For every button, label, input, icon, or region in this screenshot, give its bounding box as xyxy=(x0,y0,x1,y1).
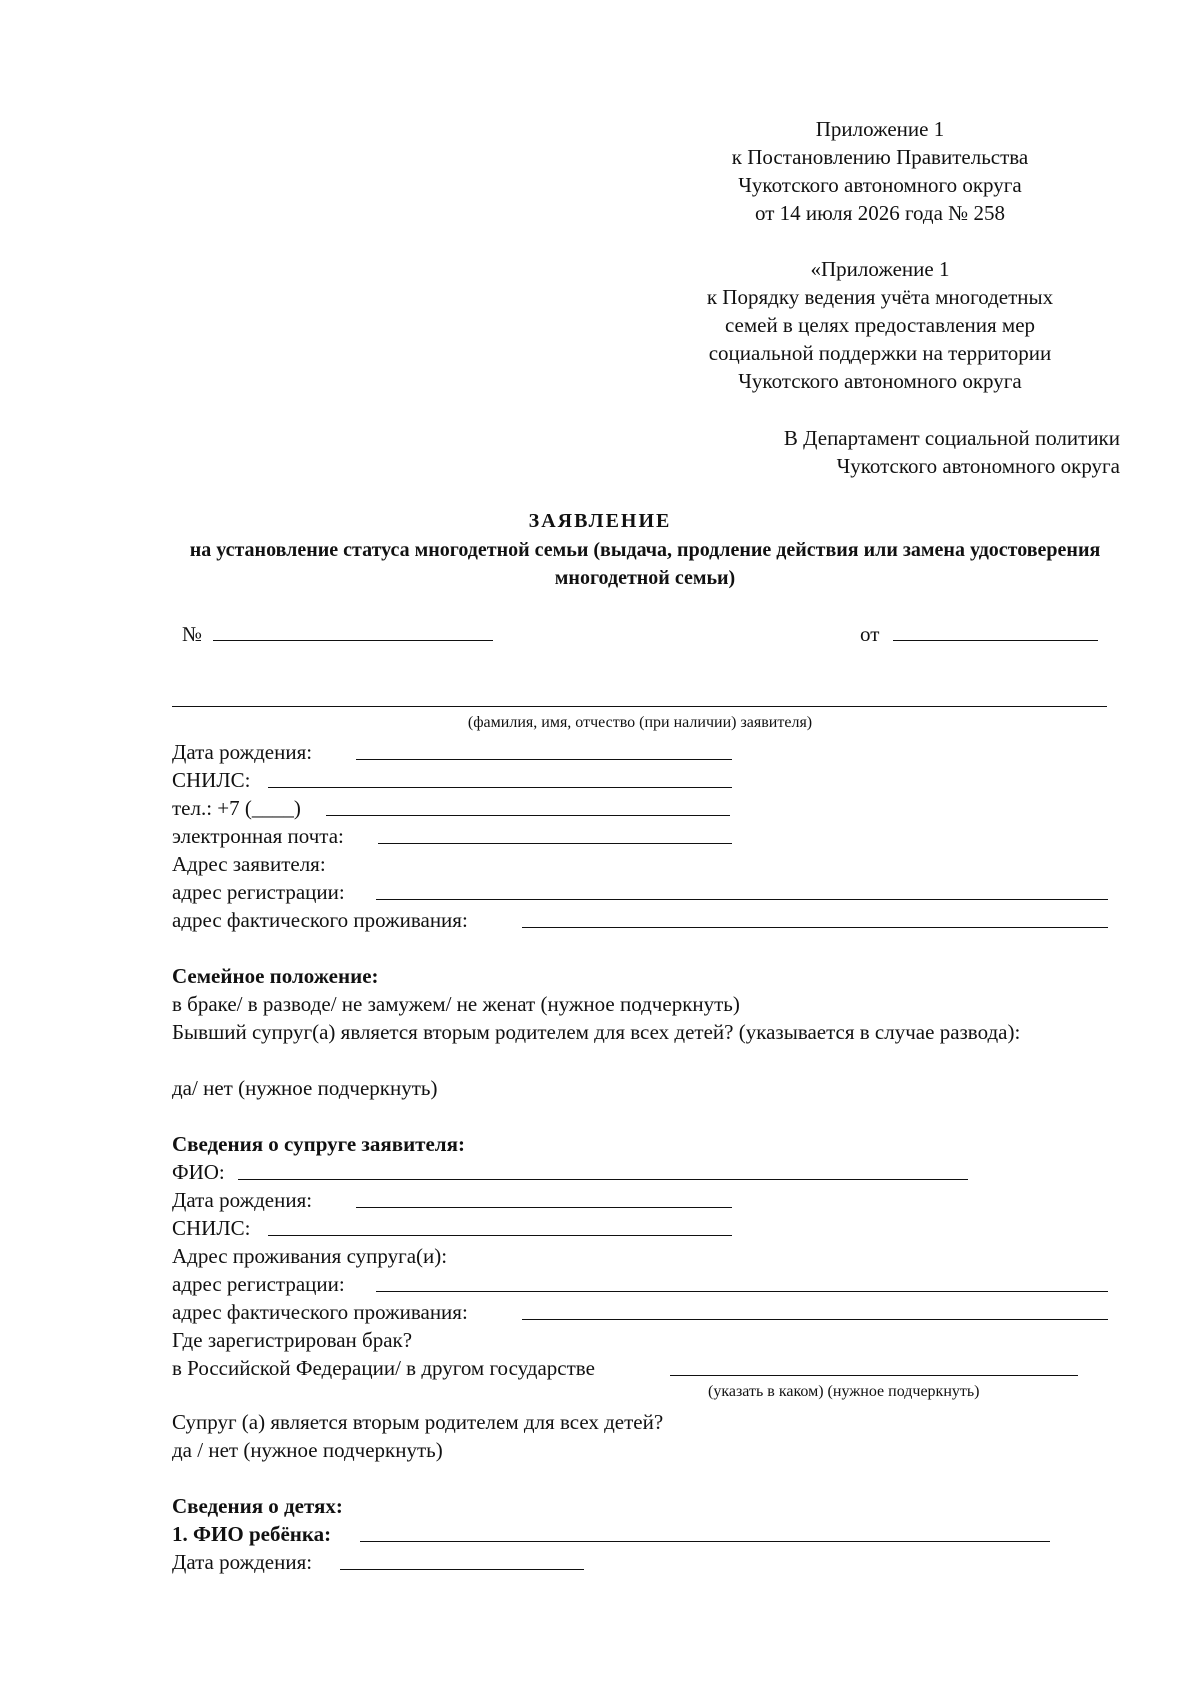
applicant-name-field[interactable] xyxy=(172,706,1107,707)
addressee-line: Чукотского автономного округа xyxy=(836,454,1120,478)
appendix-2-line: к Порядку ведения учёта многодетных xyxy=(706,285,1054,309)
applicant-birth-label: Дата рождения: xyxy=(172,740,313,764)
spouse-header: Сведения о супруге заявителя: xyxy=(172,1132,465,1156)
spouse-address-label: Адрес проживания супруга(и): xyxy=(172,1244,448,1268)
children-header: Сведения о детях: xyxy=(172,1494,343,1518)
appendix-1-line: Приложение 1 xyxy=(815,117,945,141)
spouse-address-header xyxy=(172,1242,447,1270)
spouse-birth-row xyxy=(172,1186,312,1214)
spouse-snils-label: СНИЛС: xyxy=(172,1216,251,1240)
child1-fio-label: 1. ФИО ребёнка: xyxy=(172,1522,332,1546)
applicant-reg-row xyxy=(172,878,345,906)
appendix-2-line: «Приложение 1 xyxy=(810,257,950,281)
appendix-1-header xyxy=(700,115,1060,227)
spouse-actual-label: адрес фактического проживания: xyxy=(172,1300,468,1324)
spouse-fio-label: ФИО: xyxy=(172,1160,225,1184)
applicant-birth-field[interactable] xyxy=(356,759,732,760)
spouse-fio-row xyxy=(172,1158,225,1186)
applicant-reg-label: адрес регистрации: xyxy=(172,880,345,904)
date-field[interactable] xyxy=(893,620,1098,641)
marriage-question: Где зарегистрирован брак? xyxy=(172,1328,413,1352)
marital-header: Семейное положение: xyxy=(172,964,379,988)
spouse-snils-row xyxy=(172,1214,250,1242)
applicant-birth-row xyxy=(172,738,312,766)
marital-options: в браке/ в разводе/ не замужем/ не женат (нужное подчеркнуть) xyxy=(172,992,740,1016)
applicant-phone-label: тел.: +7 (____) xyxy=(172,796,301,820)
applicant-actual-row xyxy=(172,906,468,934)
applicant-actual-field[interactable] xyxy=(522,927,1108,928)
child1-fio-field[interactable] xyxy=(360,1541,1050,1542)
applicant-phone-row xyxy=(172,794,301,822)
applicant-address-label: Адрес заявителя: xyxy=(172,852,326,876)
appendix-1-line: Чукотского автономного округа xyxy=(738,173,1022,197)
date-row xyxy=(860,620,1098,647)
spouse-reg-label: адрес регистрации: xyxy=(172,1272,345,1296)
appendix-2-line: семей в целях предоставления мер xyxy=(724,313,1036,337)
document-title: ЗАЯВЛЕНИЕ xyxy=(528,510,672,532)
former-spouse-yes-no: да/ нет (нужное подчеркнуть) xyxy=(172,1076,438,1100)
date-label: от xyxy=(860,622,880,646)
second-parent-yes-no: да / нет (нужное подчеркнуть) xyxy=(172,1438,443,1462)
number-row xyxy=(182,620,493,647)
number-label: № xyxy=(182,622,203,646)
applicant-snils-label: СНИЛС: xyxy=(172,768,251,792)
spouse-fio-field[interactable] xyxy=(238,1179,968,1180)
applicant-snils-row xyxy=(172,766,250,794)
marriage-caption: (указать в каком) (нужное подчеркнуть) xyxy=(708,1383,980,1400)
applicant-email-row xyxy=(172,822,344,850)
applicant-email-label: электронная почта: xyxy=(172,824,344,848)
applicant-actual-label: адрес фактического проживания: xyxy=(172,908,468,932)
child1-birth-field[interactable] xyxy=(340,1569,584,1570)
child1-birth-row xyxy=(172,1548,312,1576)
addressee xyxy=(784,424,1120,480)
spouse-birth-label: Дата рождения: xyxy=(172,1188,313,1212)
spouse-actual-field[interactable] xyxy=(522,1319,1108,1320)
spouse-reg-row xyxy=(172,1270,345,1298)
second-parent-question: Супруг (а) является вторым родителем для всех детей? xyxy=(172,1410,664,1434)
spouse-reg-field[interactable] xyxy=(376,1291,1108,1292)
spouse-snils-field[interactable] xyxy=(268,1235,732,1236)
marriage-question-row xyxy=(172,1326,412,1354)
spouse-birth-field[interactable] xyxy=(356,1207,732,1208)
applicant-phone-field[interactable] xyxy=(326,815,730,816)
child1-birth-label: Дата рождения: xyxy=(172,1550,313,1574)
document-subtitle: на установление статуса многодетной семьи (выдача, продление действия или замена удостоверения многодетной семьи) xyxy=(189,539,1101,589)
marriage-place-row xyxy=(172,1354,595,1382)
appendix-2-line: Чукотского автономного округа xyxy=(738,369,1022,393)
appendix-1-line: от 14 июля 2026 года № 258 xyxy=(755,201,1005,225)
marriage-country-field[interactable] xyxy=(670,1375,1078,1376)
applicant-name-caption: (фамилия, имя, отчество (при наличии) заявителя) xyxy=(467,714,813,731)
applicant-reg-field[interactable] xyxy=(376,899,1108,900)
applicant-snils-field[interactable] xyxy=(268,787,732,788)
appendix-1-line: к Постановлению Правительства xyxy=(731,145,1029,169)
child1-fio-row xyxy=(172,1520,331,1548)
spouse-actual-row xyxy=(172,1298,468,1326)
applicant-address-header xyxy=(172,850,326,878)
number-field[interactable] xyxy=(213,620,493,641)
appendix-2-line: социальной поддержки на территории xyxy=(708,341,1052,365)
applicant-email-field[interactable] xyxy=(378,843,732,844)
former-spouse-question: Бывший супруг(а) является вторым родителем для всех детей? (указывается в случае развода): xyxy=(172,1020,1021,1044)
addressee-line: В Департамент социальной политики xyxy=(783,426,1120,450)
marriage-place-label: в Российской Федерации/ в другом государстве xyxy=(172,1356,595,1380)
appendix-2-header xyxy=(680,255,1080,395)
